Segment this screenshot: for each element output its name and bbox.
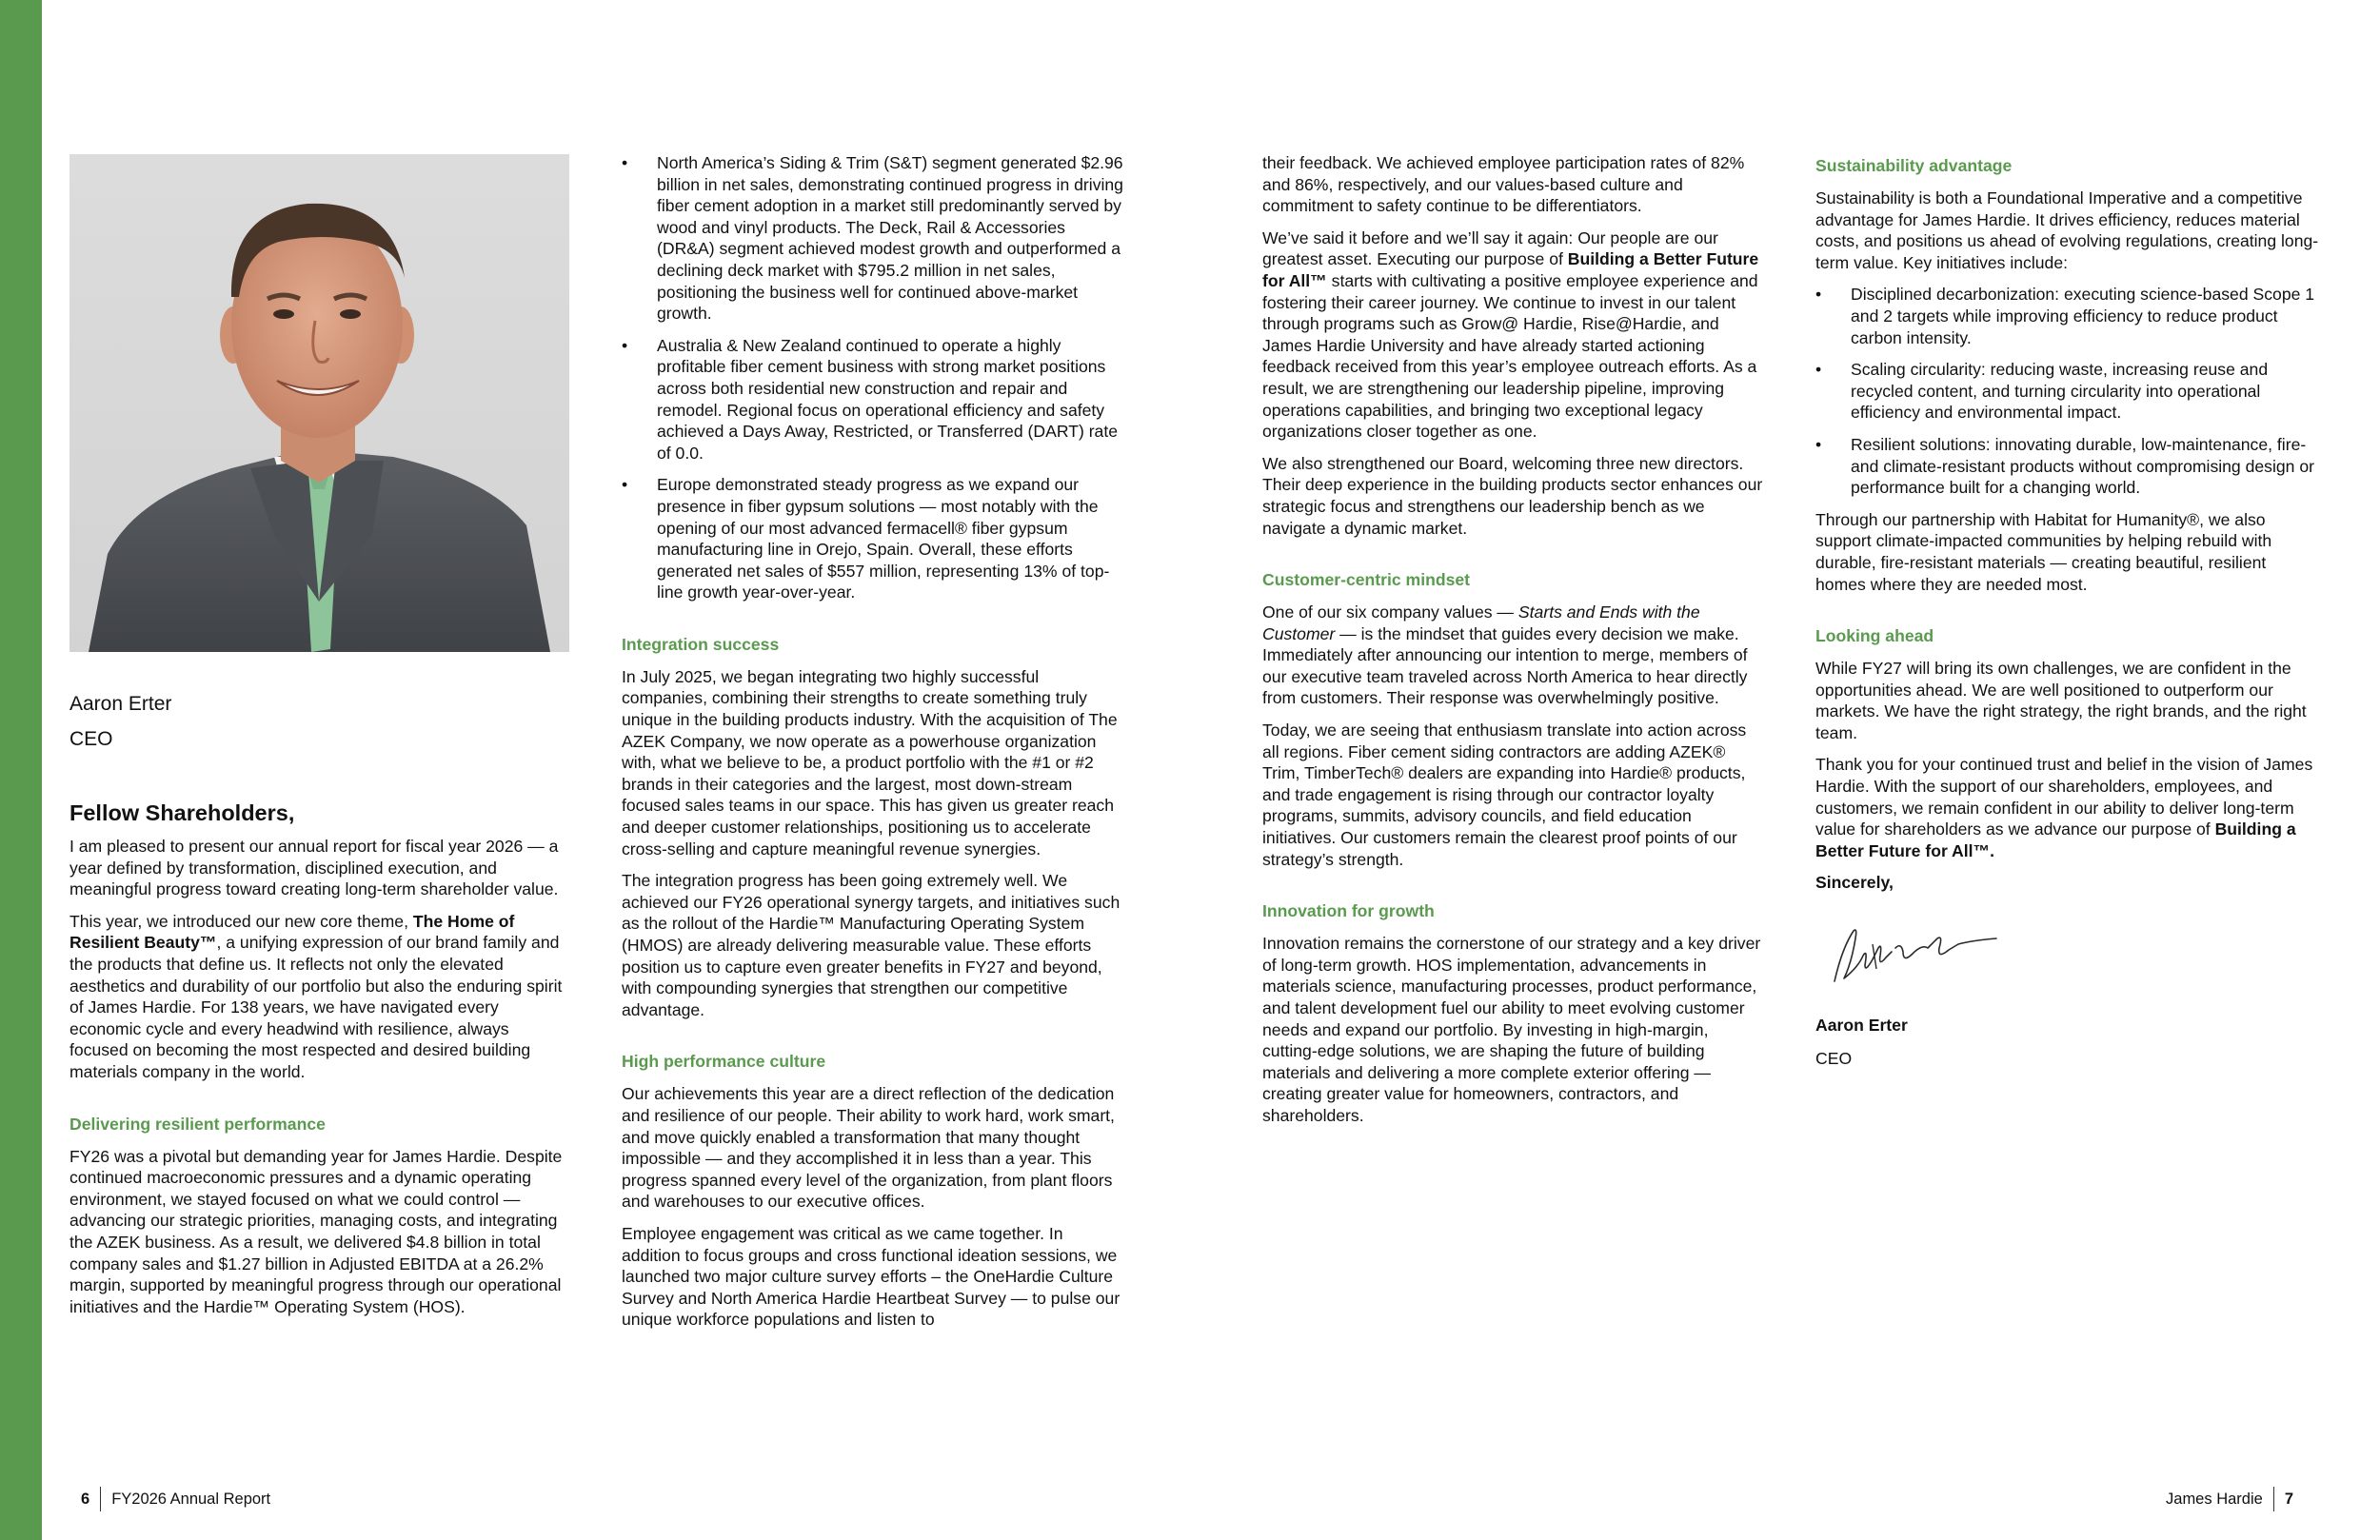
left-accent-bar [0, 0, 42, 1540]
page-number-right: 7 [2284, 1491, 2293, 1508]
closing-text [1815, 872, 2320, 894]
thank-you-text: Thank you for your continued trust and belief in the vision of James Hardie. With the support of our shareholders, employees, and customers, we remain confident in our ability to deliver long-term value for shareholders as we advance our purpose of [1815, 755, 2313, 839]
heading-high-performance-culture: High performance culture [622, 1052, 826, 1072]
performance-paragraph: FY26 was a pivotal but demanding year for James Hardie. Despite continued macroeconomic pressures and a dynamic operating environment, we stayed focused on what we could control — advancing our strategic priorities, managing costs, and integrating the AZEK business. As a result, we delivered $4.8 billion in total company sales and $1.27 billion in Adjusted EBITDA at a 26.2% margin, supported by meaningful progress through our operational initiatives and the Hardie™ Operating System (HOS). [69, 1146, 563, 1316]
footer-right [2166, 1487, 2293, 1511]
innovation-paragraph: Innovation remains the cornerstone of our strategy and a key driver of long-term growth. HOS implementation, advancements in materials science, manufacturing processes, product performance, and talent development fuel our ability to meet evolving customer needs and expand our portfolio. By investing in high-margin, cutting-edge solutions, we are shaping the future of building materials and delivering a more complete exterior offering — creating greater value for homeowners, contractors, and shareholders. [1262, 934, 1761, 1125]
signoff-title: CEO [1815, 1049, 1853, 1069]
integration-paragraph-1: In July 2025, we began integrating two highly successful companies, combining their strengths to create something truly unique in the building products industry. With the acquisition of The AZEK Company, we now operate as a powerhouse organization with, what we believe to be, a product portfolio with the #1 or #2 brands in their categories and the largest, most down-stream focused sales teams in our space. This has given us greater reach and deeper customer relationships, positioning us to accelerate cross-selling and capture meaningful revenue synergies. [622, 666, 1118, 859]
thank-you-bold: Building a Better Future for All™. [1815, 819, 2296, 860]
sustainability-paragraph: Sustainability is both a Foundational Imperative and a competitive advantage for James Hardie. It drives efficiency, reduces material costs, and positions us ahead of evolving regulations, creating long-term value. Key initiatives include: [1815, 188, 2319, 272]
customer-italic: Starts and Ends with the Customer [1262, 602, 1700, 643]
customer-paragraph-1 [1262, 602, 1767, 709]
bullet-north-america: • North America’s Siding & Trim (S&T) segment generated $2.96 billion in net sales, demonstrating continued progress in driving fiber cement adoption in a market still predominantly served by wood and vinyl products. The Deck, Rail & Accessories (DR&A) segment achieved modest growth and outperformed a declining deck market with $795.2 million in net sales, positioning the business well for continued above-market growth. [622, 152, 1126, 325]
culture-paragraph-1: Our achievements this year are a direct reflection of the dedication and resilience of our people. Their ability to work hard, work smart, and move quickly enabled a transformation that many thought impossible — and they accomplished it in less than a year. This progress spanned every level of the organization, from plant floors and warehouses to our executive offices. [622, 1084, 1115, 1212]
customer-text-a: One of our six company values — [1262, 602, 1518, 622]
footer-divider-right [2273, 1487, 2274, 1511]
ceo-portrait-illustration [69, 154, 569, 652]
core-theme-text-a: This year, we introduced our new core theme, [69, 911, 413, 931]
signoff-name [1815, 1015, 2320, 1037]
bullet-anz: • Australia & New Zealand continued to operate a highly profitable fiber cement business with strong market positions across both residential new construction and repair and remodel. Regional focus on operational efficiency and safety achieved a Days Away, Restricted, or Transferred (DART) rate of 0.0. [622, 335, 1126, 464]
heading-delivering-performance: Delivering resilient performance [69, 1114, 326, 1134]
heading-sustainability: Sustainability advantage [1815, 156, 2013, 175]
signature-image [1815, 910, 2006, 996]
heading-looking-ahead: Looking ahead [1815, 626, 1934, 646]
customer-text-c: — is the mindset that guides every decision we make. Immediately after announcing our intention to merge, members of our executive team traveled across North America to hear directly from customers. Their response was overwhelmingly positive. [1262, 623, 1748, 708]
heading-integration-success: Integration success [622, 634, 780, 654]
salutation-heading: Fellow Shareholders, [69, 800, 295, 825]
footer-company-label: James Hardie [2166, 1491, 2263, 1508]
bullet-resilient-solutions: • Resilient solutions: innovating durable, low-maintenance, fire- and climate-resistant products without compromising design or performance built for a changing world. [1815, 434, 2320, 499]
column-2 [622, 152, 1126, 1341]
signoff-name-bold: Aaron Erter [1815, 1015, 1908, 1035]
core-theme-paragraph [69, 911, 569, 1083]
footer-left [81, 1487, 270, 1511]
bullet-circularity: • Scaling circularity: reducing waste, increasing reuse and recycled content, and turning circularity into operational efficiency and environmental impact. [1815, 359, 2320, 424]
intro-paragraph: I am pleased to present our annual report for fiscal year 2026 — a year defined by transformation, disciplined execution, and meaningful progress toward creating long-term shareholder value. [69, 837, 559, 899]
heading-innovation: Innovation for growth [1262, 901, 1435, 921]
feedback-paragraph: their feedback. We achieved employee participation rates of 82% and 86%, respectively, and our values-based culture and commitment to safety continue to be differentiators. [1262, 153, 1745, 216]
bullet-decarbonization: • Disciplined decarbonization: executing science-based Scope 1 and 2 targets while improving efficiency to reduce product carbon intensity. [1815, 284, 2320, 348]
customer-paragraph-2: Today, we are seeing that enthusiasm translate into action across all regions. Fiber cement siding contractors are adding AZEK® Trim, TimberTech® dealers are expanding into Hardie® products, and trade engagement is rising through our contractor loyalty programs, summits, advisory councils, and field education initiatives. Our customers remain the clearest proof points of our strategy’s strength. [1262, 721, 1747, 869]
heading-customer-centric: Customer-centric mindset [1262, 570, 1471, 590]
board-paragraph: We also strengthened our Board, welcoming three new directors. Their deep experience in the building products sector enhances our strategic focus and strengthens our leadership bench as we navigate a dynamic market. [1262, 453, 1763, 538]
segment-bullet-list [622, 152, 1126, 603]
page-number-left: 6 [81, 1491, 90, 1508]
bullet-europe: • Europe demonstrated steady progress as we expand our presence in fiber gypsum solutions — most notably with the opening of our most advanced fermacell® fiber gypsum manufacturing line in Orejo, Spain. Overall, these efforts generated net sales of $557 million, representing 13% of top-line growth year-over-year. [622, 474, 1126, 603]
closing-bold: Sincerely, [1815, 873, 1894, 893]
footer-divider-left [100, 1487, 101, 1511]
people-paragraph [1262, 227, 1767, 443]
ahead-paragraph: While FY27 will bring its own challenges, we are confident in the opportunities ahead. We are well positioned to outperform our markets. We have the right strategy, the right brands, and the right team. [1815, 659, 2307, 742]
column-1 [69, 154, 569, 1328]
people-text-a: We’ve said it before and we’ll say it again: Our people are our greatest asset. Executing our purpose of [1262, 227, 1718, 269]
people-text-c: starts with cultivating a positive employee experience and fostering their career journey. We continue to invest in our talent through programs such as Grow@ Hardie, Rise@Hardie, and James Hardie University and have already started actioning feedback received from this year’s employee outreach efforts. As a result, we are strengthening our leadership pipeline, improving operations capabilities, and bringing two exceptional legacy organizations closer together as one. [1262, 270, 1758, 442]
column-3 [1262, 152, 1767, 1137]
people-bold: Building a Better Future for All™ [1262, 249, 1759, 290]
thank-you-paragraph [1815, 754, 2320, 861]
core-theme-bold: The Home of Resilient Beauty™ [69, 911, 515, 953]
ceo-portrait-photo [69, 154, 569, 652]
habitat-paragraph: Through our partnership with Habitat for Humanity®, we also support climate-impacted communities by helping rebuild with durable, fire-resistant materials — creating beautiful, resilient homes where they are needed most. [1815, 509, 2272, 594]
portrait-title: CEO [69, 728, 113, 750]
integration-paragraph-2: The integration progress has been going extremely well. We achieved our FY26 operational synergy targets, and initiatives such as the rollout of the Hardie™ Manufacturing Operating System (HMOS) are already delivering measurable value. These efforts position us to capture even greater benefits in FY27 and beyond, with compounding synergies that strengthen our competitive advantage. [622, 871, 1121, 1019]
portrait-name: Aaron Erter [69, 693, 172, 715]
column-4 [1815, 155, 2320, 1080]
footer-report-label: FY2026 Annual Report [111, 1491, 271, 1508]
culture-paragraph-2: Employee engagement was critical as we came together. In addition to focus groups and cross functional ideation sessions, we launched two major culture survey efforts – the OneHardie Culture Survey and North America Hardie Heartbeat Survey — to pulse our unique workforce populations and listen to [622, 1223, 1121, 1330]
core-theme-text-c: , a unifying expression of our brand family and the products that define us. It reflects not only the elevated aesthetics and durability of our portfolio but also the enduring spirit of James Hardie. For 138 years, we have navigated every economic cycle and every headwind with resilience, always focused on becoming the most respected and desired building materials company in the world. [69, 933, 563, 1081]
sustainability-bullet-list [1815, 284, 2320, 498]
